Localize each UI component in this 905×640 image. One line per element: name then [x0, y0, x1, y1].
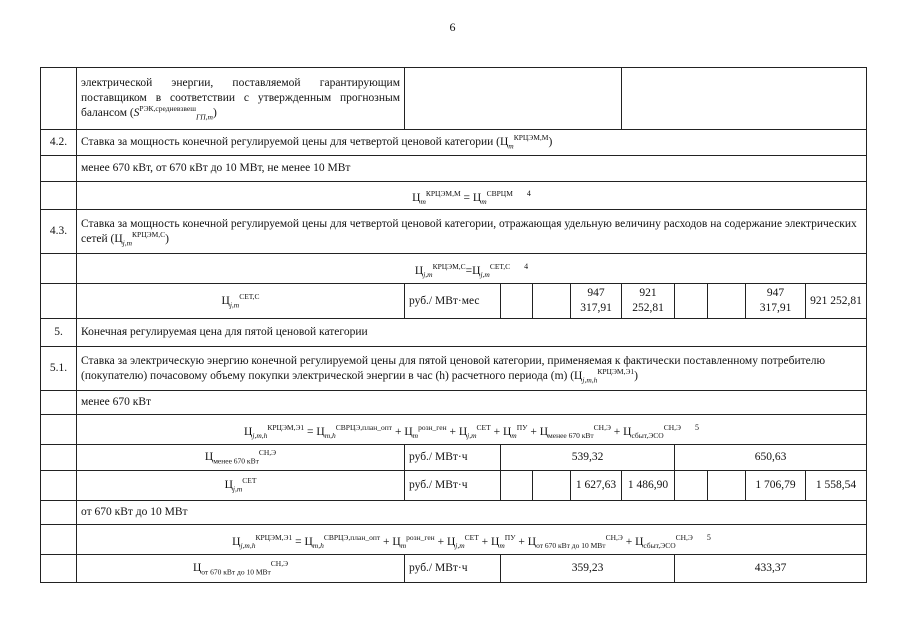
unit-cell: руб./ МВт·ч: [405, 445, 501, 471]
row-title: Ставка за мощность конечной регулируемой цены для четвертой ценовой категории, отражающая удельную величину расходов на содержание электрических сетей $(Ц_{j,m}^{КРЦЭМ,С})$: [77, 210, 867, 254]
row-description: электрической энергии, поставляемой гарантирующим поставщиком в соответствии с утвержденным прогнозным балансом $(S^{РЭК,средневзвеш}_{ГП,m})$: [77, 68, 405, 130]
row-number: [41, 284, 77, 319]
formula: $Ц_{j,m,h}^{КРЦЭМ,Э1} = Ц_{m,h}^{СВРЦЭ,план\_опт} + Ц_m^{розн\_ген} + Ц_{j,m}^{СЕТ} + Ц_m^{ПУ} + Ц_{менее 670 кВт}^{СН,Э} + Ц_{сбыт,ЭСО}^{СН,Э}$ $^5$: [77, 415, 867, 445]
value-cell: 650,63: [675, 445, 867, 471]
value-cell: [501, 284, 533, 319]
row-number: 4.2.: [41, 130, 77, 156]
consumer-group: от 670 кВт до 10 МВт: [77, 501, 867, 525]
table-row: [41, 130, 867, 156]
consumer-group: менее 670 кВт, от 670 кВт до 10 МВт, не менее 10 МВт: [77, 156, 867, 182]
tariff-table: [40, 67, 867, 583]
row-number: [41, 471, 77, 501]
parameter-symbol: $Ц_{от 670 кВт до 10 МВт}^{СН,Э}$: [77, 555, 405, 583]
table-row: [41, 445, 867, 471]
table-row: [41, 284, 867, 319]
row-number: [41, 525, 77, 555]
value-cell: 947 317,91: [746, 284, 806, 319]
value-cell: 359,23: [501, 555, 675, 583]
footnote-marker: 4: [526, 188, 531, 198]
consumer-group: менее 670 кВт: [77, 391, 867, 415]
row-number: 4.3.: [41, 210, 77, 254]
page-number: 6: [449, 20, 456, 34]
table-row: [41, 347, 867, 391]
value-cell: [501, 471, 533, 501]
row-number: 5.: [41, 319, 77, 347]
value-cell: [708, 284, 746, 319]
parameter-symbol: $Ц_{менее 670 кВт}^{СН,Э}$: [77, 445, 405, 471]
value-cell: 1 706,79: [746, 471, 806, 501]
value-cell: 1 558,54: [806, 471, 867, 501]
value-cell: [533, 284, 571, 319]
row-title: Ставка за электрическую энергию конечной регулируемой цены для пятой ценовой категории, применяемая к фактически поставленному потребителю (покупателю) почасовому объему покупки электрической энергии в час (h) расчетного периода (m) $(Ц_{j,m,h}^{КРЦЭМ,Э1})$: [77, 347, 867, 391]
unit-cell: руб./ МВт·мес: [405, 284, 501, 319]
formula: $Ц_{j,m,h}^{КРЦЭМ,Э1} = Ц_{m,h}^{СВРЦЭ,план\_опт} + Ц_m^{розн\_ген} + Ц_{j,m}^{СЕТ} + Ц_m^{ПУ} + Ц_{от 670 кВт до 10 МВт}^{СН,Э} + Ц_{сбыт,ЭСО}^{СН,Э}$ $^5$: [77, 525, 867, 555]
value-cell: 539,32: [501, 445, 675, 471]
row-number: [41, 501, 77, 525]
row-number: [41, 156, 77, 182]
row-number: [41, 555, 77, 583]
value-cell: [675, 284, 708, 319]
table-row: [41, 210, 867, 254]
parameter-symbol: $Ц_{j,m}^{СЕТ,С}$: [77, 284, 405, 319]
table-row: [41, 319, 867, 347]
table-row: [41, 525, 867, 555]
value-cell: [708, 471, 746, 501]
unit-cell: руб./ МВт·ч: [405, 555, 501, 583]
table-row: [41, 501, 867, 525]
value-cell: 921 252,81: [622, 284, 675, 319]
row-number: [41, 445, 77, 471]
table-row: [41, 156, 867, 182]
row-number: 5.1.: [41, 347, 77, 391]
row-number: [41, 254, 77, 284]
row-number: [41, 391, 77, 415]
parameter-symbol: $Ц_{j,m}^{СЕТ}$: [77, 471, 405, 501]
table-row: [41, 68, 867, 130]
value-cell: 947 317,91: [571, 284, 622, 319]
row-title: Ставка за мощность конечной регулируемой цены для четвертой ценовой категории $(Ц_m^{КРЦЭМ,М})$: [77, 130, 867, 156]
value-cell: [405, 68, 622, 130]
value-cell: 433,37: [675, 555, 867, 583]
formula: $Ц_m^{КРЦЭМ,М} = Ц_m^{СВРЦМ}$ $^4$: [77, 182, 867, 210]
row-number: [41, 68, 77, 130]
row-title: Конечная регулируемая цена для пятой ценовой категории: [77, 319, 867, 347]
value-cell: [675, 471, 708, 501]
unit-cell: руб./ МВт·ч: [405, 471, 501, 501]
value-cell: 1 486,90: [622, 471, 675, 501]
table-row: [41, 254, 867, 284]
table-row: [41, 182, 867, 210]
row-number: [41, 182, 77, 210]
table-row: [41, 415, 867, 445]
table-row: [41, 471, 867, 501]
row-number: [41, 415, 77, 445]
footnote-marker: 5: [694, 422, 699, 432]
value-cell: [533, 471, 571, 501]
value-cell: 1 627,63: [571, 471, 622, 501]
formula: $Ц_{j,m}^{КРЦЭМ,С}=Ц_{j,m}^{СЕТ,С}$ $^4$: [77, 254, 867, 284]
value-cell: 921 252,81: [806, 284, 867, 319]
footnote-marker: 4: [524, 261, 529, 271]
footnote-marker: 5: [706, 532, 711, 542]
value-cell: [622, 68, 867, 130]
table-row: [41, 555, 867, 583]
table-row: [41, 391, 867, 415]
